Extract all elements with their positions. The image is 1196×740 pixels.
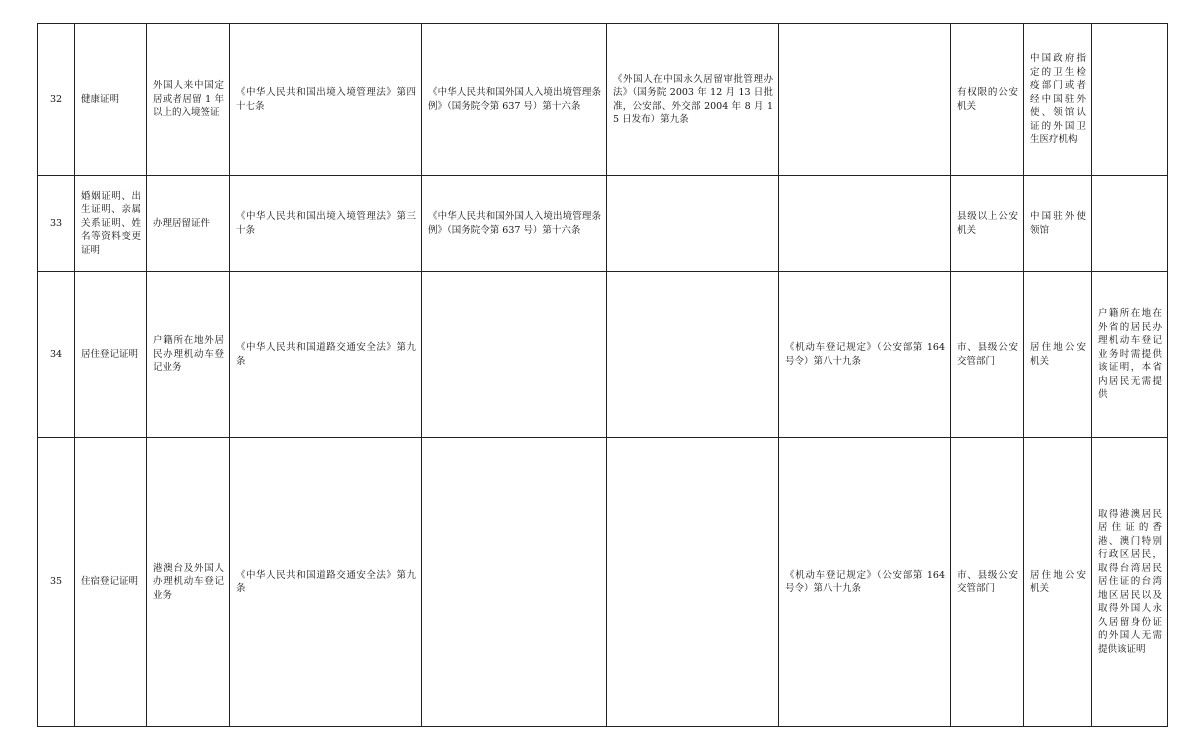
certificate-name-cell: 健康证明 (75, 24, 147, 176)
certificate-name-cell: 居住登记证明 (75, 272, 147, 438)
issuing-department-cell: 中国驻外使领馆 (1024, 176, 1092, 272)
using-department-cell: 市、县级公安交管部门 (951, 438, 1024, 727)
certificate-list-table (37, 23, 1168, 727)
matter-cell: 外国人来中国定居或者居留 1 年以上的入境签证 (147, 24, 230, 176)
issuing-department-cell: 中国政府指定的卫生检疫部门或者经中国驻外使、领馆认证的外国卫生医疗机构 (1024, 24, 1092, 176)
row-number: 34 (38, 272, 75, 438)
issuing-department-cell: 居住地公安机关 (1024, 438, 1092, 727)
regulation-basis-cell (422, 438, 607, 727)
law-basis-cell: 《中华人民共和国出境入境管理法》第三十条 (230, 176, 422, 272)
matter-cell: 港澳台及外国人办理机动车登记业务 (147, 438, 230, 727)
regulation-basis-cell: 《中华人民共和国外国人入境出境管理条例》（国务院令第 637 号）第十六条 (422, 24, 607, 176)
table-row (38, 176, 1168, 272)
law-basis-cell: 《中华人民共和国道路交通安全法》第九条 (230, 272, 422, 438)
table-row (38, 24, 1168, 176)
row-number: 35 (38, 438, 75, 727)
certificate-name-cell: 住宿登记证明 (75, 438, 147, 727)
using-department-cell: 县级以上公安机关 (951, 176, 1024, 272)
rule-basis-cell (607, 272, 779, 438)
rule-basis-cell (607, 176, 779, 272)
remarks-cell (1092, 176, 1168, 272)
matter-cell: 办理居留证件 (147, 176, 230, 272)
rule-basis-cell: 《外国人在中国永久居留审批管理办法》（国务院 2003 年 12 月 13 日批准，公安部、外交部 2004 年 8 月 15 日发布）第九条 (607, 24, 779, 176)
other-basis-cell (779, 176, 951, 272)
issuing-department-cell: 居住地公安机关 (1024, 272, 1092, 438)
rule-basis-cell (607, 438, 779, 727)
using-department-cell: 市、县级公安交管部门 (951, 272, 1024, 438)
other-basis-cell (779, 24, 951, 176)
law-basis-cell: 《中华人民共和国出境入境管理法》第四十七条 (230, 24, 422, 176)
row-number: 32 (38, 24, 75, 176)
law-basis-cell: 《中华人民共和国道路交通安全法》第九条 (230, 438, 422, 727)
table-row (38, 272, 1168, 438)
matter-cell: 户籍所在地外居民办理机动车登记业务 (147, 272, 230, 438)
remarks-cell: 取得港澳居民居住证的香港、澳门特别行政区居民，取得台湾居民居住证的台湾地区居民以及取得外国人永久居留身份证的外国人无需提供该证明 (1092, 438, 1168, 727)
row-number: 33 (38, 176, 75, 272)
other-basis-cell: 《机动车登记规定》（公安部第 164 号令）第八十九条 (779, 438, 951, 727)
table-row (38, 438, 1168, 727)
regulation-basis-cell: 《中华人民共和国外国人入境出境管理条例》（国务院令第 637 号）第十六条 (422, 176, 607, 272)
other-basis-cell: 《机动车登记规定》（公安部第 164 号令）第八十九条 (779, 272, 951, 438)
remarks-cell (1092, 24, 1168, 176)
remarks-cell: 户籍所在地在外省的居民办理机动车登记业务时需提供该证明，本省内居民无需提供 (1092, 272, 1168, 438)
regulation-basis-cell (422, 272, 607, 438)
certificate-name-cell: 婚姻证明、出生证明、亲属关系证明、姓名等资料变更证明 (75, 176, 147, 272)
using-department-cell: 有权限的公安机关 (951, 24, 1024, 176)
